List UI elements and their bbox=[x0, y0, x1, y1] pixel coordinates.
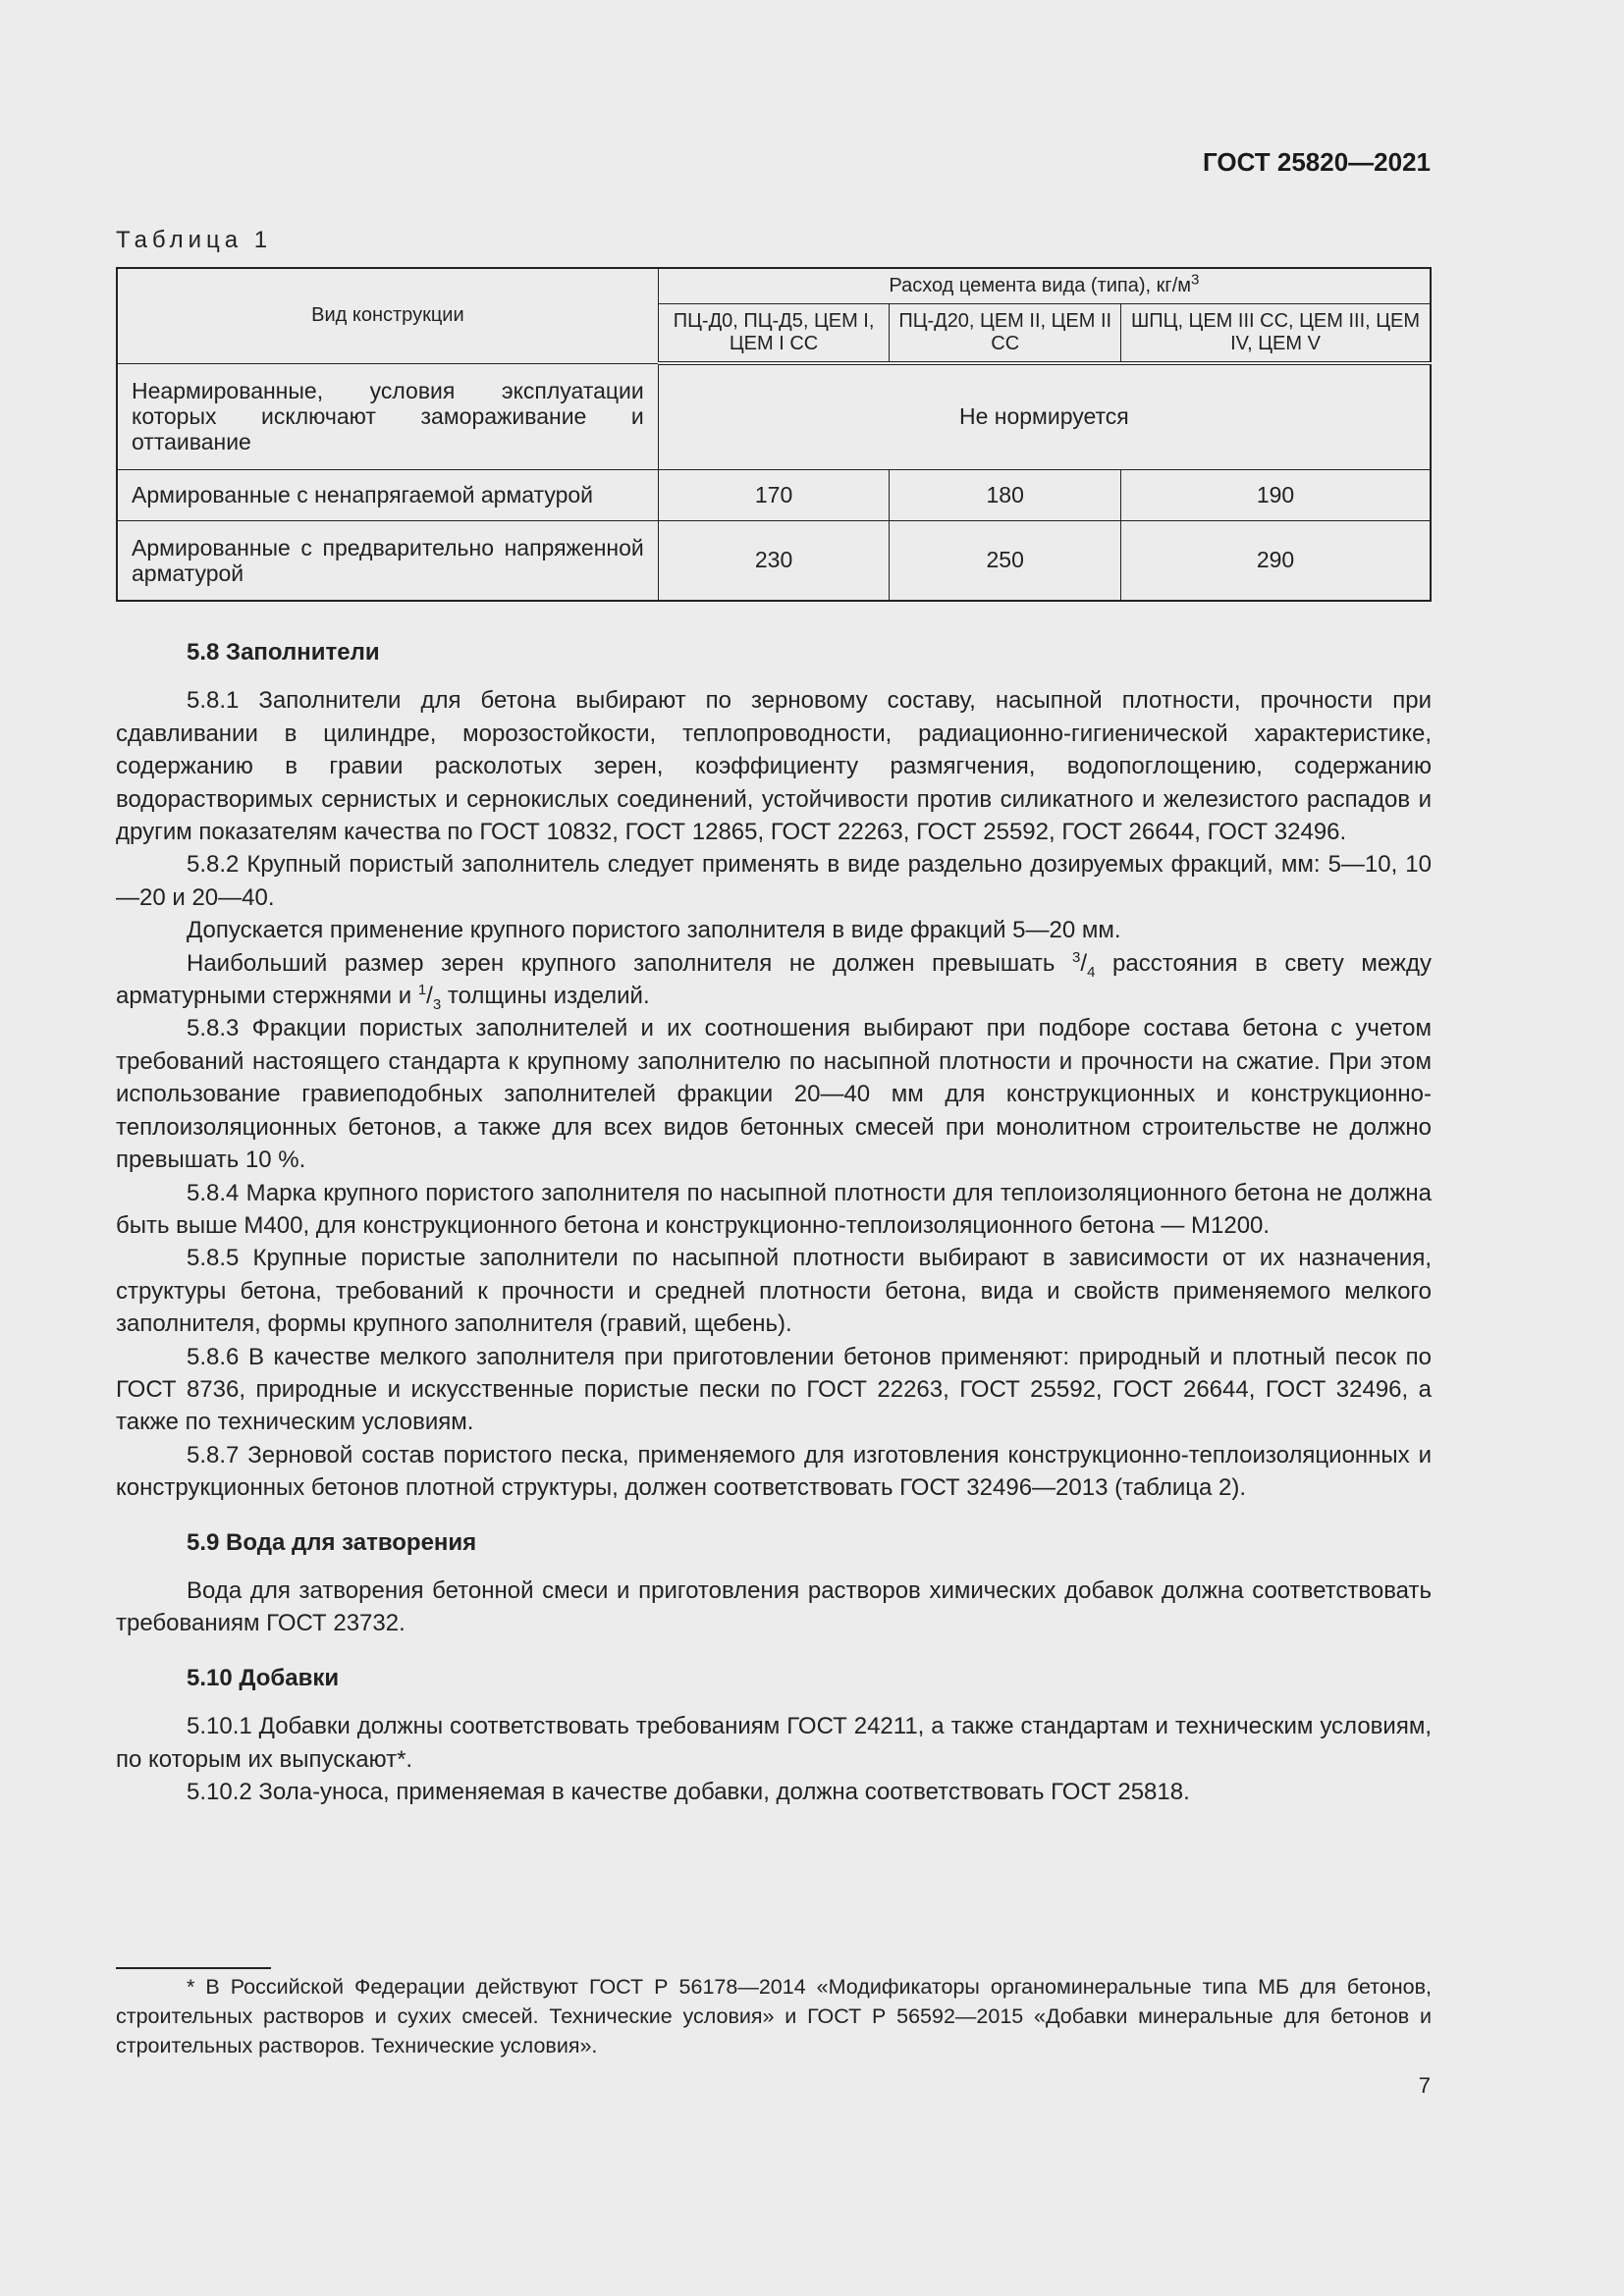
footnote-divider bbox=[116, 1967, 271, 1969]
row-value: 170 bbox=[658, 469, 890, 520]
section-heading-5-10: 5.10 Добавки bbox=[187, 1664, 340, 1691]
section-heading-5-9: 5.9 Вода для затворения bbox=[187, 1528, 477, 1556]
fraction-denominator: 4 bbox=[1087, 963, 1096, 981]
grain-size-text-b: расстояния в свету между арматурными стержнями и bbox=[116, 949, 1432, 1010]
table-row bbox=[117, 469, 1431, 520]
paragraph-5-10-2: 5.10.2 Зола-уноса, применяемая в качестве добавки, должна соответствовать ГОСТ 25818. bbox=[187, 1779, 1190, 1805]
header-cement-consumption bbox=[658, 268, 1431, 304]
header-cement-type-2: ПЦ-Д20, ЦЕМ II, ЦЕМ II СС bbox=[890, 304, 1121, 364]
paragraph-5-9: Вода для затворения бетонной смеси и приготовления растворов химических добавок должна соответствовать требованиям ГОСТ 23732. bbox=[116, 1576, 1432, 1637]
grain-size-text-c: толщины изделий. bbox=[441, 983, 650, 1010]
page-number: 7 bbox=[1418, 2073, 1431, 2098]
row-value: 230 bbox=[658, 520, 890, 601]
header-cement-consumption-sup: 3 bbox=[1191, 271, 1200, 289]
row-value: 290 bbox=[1121, 520, 1431, 601]
paragraph-5-8-6: 5.8.6 В качестве мелкого заполнителя при приготовлении бетонов применяют: природный и плотный песок по ГОСТ 8736, природные и искусственные пористые пески по ГОСТ 22263, ГОСТ 25592, ГОСТ 26644, ГОСТ 32496, а также по техническим условиям. bbox=[116, 1343, 1432, 1436]
section-heading-5-8: 5.8 Заполнители bbox=[187, 639, 380, 666]
table-caption: Таблица 1 bbox=[116, 227, 273, 253]
row-value: 190 bbox=[1121, 469, 1431, 520]
header-construction-type: Вид конструкции bbox=[117, 268, 658, 363]
header-cement-type-1: ПЦ-Д0, ПЦ-Д5, ЦЕМ I, ЦЕМ I СС bbox=[658, 304, 890, 364]
document-body bbox=[116, 636, 1432, 1808]
row-label: Армированные с предварительно напряженной арматурой bbox=[117, 520, 658, 601]
row-label: Неармированные, условия эксплуатации которых исключают замораживание и оттаивание bbox=[117, 363, 658, 469]
row-value: 180 bbox=[890, 469, 1121, 520]
table-row bbox=[117, 520, 1431, 601]
footnote: * В Российской Федерации действуют ГОСТ Р 56178—2014 «Модификаторы органоминеральные типа МБ для бетонов, строительных растворов и сухих смесей. Технические условия» и ГОСТ Р 56592—2015 «Добавки минеральные для бетонов и строительных растворов. Технические условия». bbox=[116, 1975, 1432, 2057]
paragraph-fraction-note: Допускается применение крупного пористого заполнителя в виде фракций 5—20 мм. bbox=[187, 917, 1121, 944]
paragraph-5-10-1: 5.10.1 Добавки должны соответствовать требованиям ГОСТ 24211, а также стандартам и техническим условиям, по которым их выпускают*. bbox=[116, 1713, 1432, 1773]
grain-size-text-a: Наибольший размер зерен крупного заполнителя не должен превышать bbox=[187, 949, 1073, 977]
fraction-numerator: 1 bbox=[417, 982, 427, 999]
header-cement-consumption-text: Расход цемента вида (типа), кг/м bbox=[889, 275, 1191, 296]
document-id: ГОСТ 25820—2021 bbox=[1203, 147, 1431, 177]
table-row bbox=[117, 363, 1431, 469]
fraction-numerator: 3 bbox=[1072, 948, 1081, 966]
paragraph-5-8-7: 5.8.7 Зерновой состав пористого песка, применяемого для изготовления конструкционно-теплоизоляционных и конструкционных бетонов плотной структуры, должен соответствовать ГОСТ 32496—2013 (таблица 2). bbox=[116, 1441, 1432, 1502]
paragraph-5-8-5: 5.8.5 Крупные пористые заполнители по насыпной плотности выбирают в зависимости от их назначения, структуры бетона, требований к прочности и средней плотности бетона, вида и свойств применяемого мелкого заполнителя, формы крупного заполнителя (гравий, щебень). bbox=[116, 1245, 1432, 1338]
paragraph-5-8-2: 5.8.2 Крупный пористый заполнитель следует применять в виде раздельно дозируемых фракций, мм: 5—10, 10—20 и 20—40. bbox=[116, 851, 1432, 911]
row-value: Не нормируется bbox=[658, 363, 1431, 469]
header-cement-type-3: ШПЦ, ЦЕМ III СС, ЦЕМ III, ЦЕМ IV, ЦЕМ V bbox=[1121, 304, 1431, 364]
row-label: Армированные с ненапрягаемой арматурой bbox=[117, 469, 658, 520]
paragraph-5-8-4: 5.8.4 Марка крупного пористого заполнителя по насыпной плотности для теплоизоляционного бетона не должна быть выше М400, для конструкционного бетона и конструкционно-теплоизоляционного бетона — М1200. bbox=[116, 1179, 1432, 1239]
fraction-denominator: 3 bbox=[432, 995, 442, 1013]
row-value: 250 bbox=[890, 520, 1121, 601]
paragraph-5-8-1: 5.8.1 Заполнители для бетона выбирают по зерновому составу, насыпной плотности, прочности при сдавливании в цилиндре, морозостойкости, теплопроводности, радиационно-гигиенической характеристике, содержанию в гравии расколотых зерен, коэффициенту размягчения, водопоглощению, содержанию водорастворимых сернистых и сернокислых соединений, устойчивости против силикатного и железистого распадов и другим показателям качества по ГОСТ 10832, ГОСТ 12865, ГОСТ 22263, ГОСТ 25592, ГОСТ 26644, ГОСТ 32496. bbox=[116, 687, 1432, 846]
cement-consumption-table bbox=[116, 267, 1432, 602]
paragraph-grain-size: Наибольший размер зерен крупного заполнителя не должен превышать $^3/_4$ расстояния в свету между арматурными стержнями и $^1/_3$ толщины изделий. bbox=[116, 948, 1432, 1013]
paragraph-5-8-3: 5.8.3 Фракции пористых заполнителей и их соотношения выбирают при подборе состава бетона с учетом требований настоящего стандарта к крупному заполнителю по насыпной плотности и прочности на сжатие. При этом использование гравиеподобных заполнителей фракции 20—40 мм для конструкционных и конструкционно-теплоизоляционных бетонов, а также для всех видов бетонных смесей при монолитном строительстве не должно превышать 10 %. bbox=[116, 1015, 1432, 1174]
